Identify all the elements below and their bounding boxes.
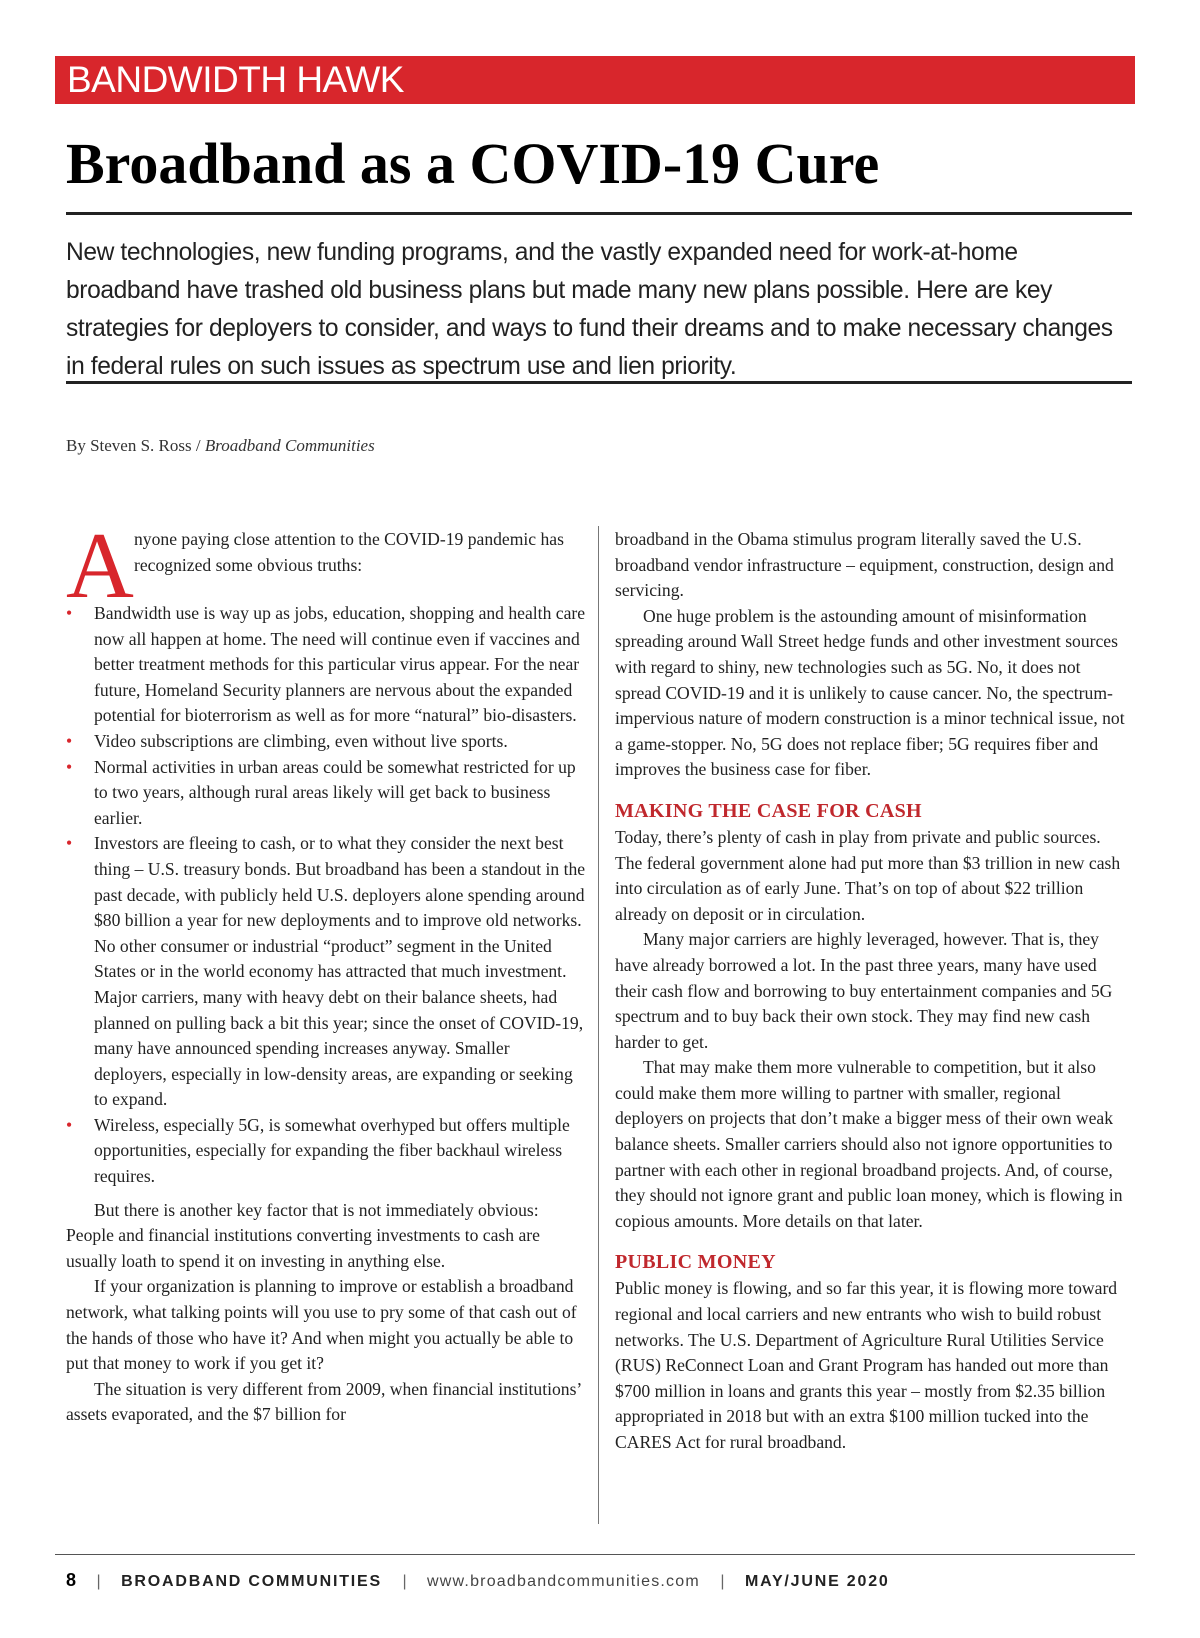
- body-paragraph: The situation is very different from 2009, when financial institutions’ assets evaporated, and the $7 billion for: [66, 1378, 581, 1425]
- section-banner: BANDWIDTH HAWK: [55, 56, 1135, 104]
- left-column: [66, 514, 586, 1428]
- subhead-public-money: PUBLIC MONEY: [615, 1251, 776, 1274]
- deck-rule-bottom: [66, 381, 1132, 384]
- list-item: • Normal activities in urban areas could be somewhat restricted for up to two years, although rural areas likely will get back to business earlier.: [66, 755, 586, 832]
- article-deck: New technologies, new funding programs, and the vastly expanded need for work-at-home broadband have trashed old business plans but made many new plans possible. Here are key strategies for deployers to consider, and ways to fund their dreams and to make necessary changes in federal rules on such issues as spectrum use and lien priority.: [66, 239, 1113, 380]
- body-paragraph: broadband in the Obama stimulus program literally saved the U.S. broadband vendor infrastructure – equipment, construction, design and servicing.: [615, 529, 1114, 601]
- list-item: • Video subscriptions are climbing, even without live sports.: [66, 729, 586, 755]
- body-paragraph: If your organization is planning to improve or establish a broadband network, what talking points will you use to pry some of that cash out of the hands of those who have it? And when might you actually be able to put that money to work if you get it?: [66, 1276, 577, 1374]
- byline-author: By Steven S. Ross /: [66, 436, 201, 455]
- body-paragraph: Public money is flowing, and so far this year, it is flowing more toward regional and local carriers and new entrants who wish to build robust networks. The U.S. Department of Agriculture Rural Utilities Service (RUS) ReConnect Loan and Grant Program has handed out more than $700 million in loans and grants this year – mostly from $2.35 billion appropriated in 2018 but with an extra $100 million tucked into the CARES Act for rural broadband.: [615, 1278, 1118, 1452]
- truths-list: [66, 601, 586, 1190]
- intro-text: nyone paying close attention to the COVID-19 pandemic has recognized some obvious truths:: [134, 529, 564, 575]
- footer-issue: MAY/JUNE 2020: [744, 1573, 890, 1590]
- right-column: [615, 527, 1130, 1456]
- body-paragraph: That may make them more vulnerable to competition, but it also could make them more willing to partner with smaller, regional deployers on projects that don’t make a bigger mess of their own weak balance sheets. Smaller carriers should also not ignore opportunities to partner with each other in regional broadband projects. And, of course, they should not ignore grant and public loan money, which is flowing in copious amounts. More details on that later.: [615, 1057, 1123, 1231]
- footer-separator: |: [402, 1573, 407, 1590]
- footer-separator: |: [96, 1573, 101, 1590]
- body-paragraph: Today, there’s plenty of cash in play from private and public sources. The federal government alone had put more than $3 trillion in new cash into circulation as of early June. That’s on top of about $22 trillion already on deposit or in circulation.: [615, 826, 1121, 924]
- body-paragraph: Many major carriers are highly leveraged, however. That is, they have already borrowed a lot. In the past three years, many have used their cash flow and borrowing to buy entertainment companies and 5G spectrum and to buy back their own stock. They may find new cash harder to get.: [615, 929, 1113, 1052]
- footer-publication: BROADBAND COMMUNITIES: [121, 1573, 382, 1590]
- title-rule-top: [66, 212, 1132, 215]
- list-item: • Investors are fleeing to cash, or to what they consider the next best thing – U.S. treasury bonds. But broadband has been a standout in the past decade, with publicly held U.S. deployers alone spending around $80 billion a year for new deployments and to improve old networks. No other consumer or industrial “product” segment in the United States or in the world economy has attracted that much investment. Major carriers, many with heavy debt on their balance sheets, had planned on pulling back a bit this year; since the onset of COVID-19, many have announced spending increases anyway. Smaller deployers, especially in low-density areas, are expanding or seeking to expand.: [66, 831, 586, 1113]
- article-title: Broadband as a COVID-19 Cure: [66, 131, 880, 196]
- footer-rule: [55, 1554, 1135, 1555]
- byline: [66, 436, 375, 456]
- list-item: • Wireless, especially 5G, is somewhat overhyped but offers multiple opportunities, especially for expanding the fiber backhaul wireless requires.: [66, 1113, 586, 1190]
- list-item: • Bandwidth use is way up as jobs, education, shopping and health care now all happen at home. The need will continue even if vaccines and better treatment methods for this particular virus appear. For the near future, Homeland Security planners are nervous about the expanded potential for bioterrorism as well as for more “natural” bio-disasters.: [66, 601, 586, 729]
- page-footer: [66, 1568, 890, 1592]
- column-divider: [598, 526, 599, 1524]
- subhead-making-the-case: MAKING THE CASE FOR CASH: [615, 799, 922, 822]
- intro-paragraph: [66, 514, 586, 618]
- footer-separator: |: [720, 1573, 725, 1590]
- body-paragraph: But there is another key factor that is not immediately obvious: People and financial institutions converting investments to cash are usually loath to spend it on investing in anything else.: [66, 1199, 540, 1271]
- page-number: 8: [66, 1570, 77, 1590]
- body-paragraph: One huge problem is the astounding amount of misinformation spreading around Wall Street hedge funds and other investment sources with regard to shiny, new technologies such as 5G. No, it does not spread COVID-19 and it is unlikely to cause cancer. No, the spectrum-impervious nature of modern construction is a minor technical issue, not a game-stopper. No, 5G does not replace fiber; 5G requires fiber and improves the business case for fiber.: [615, 605, 1125, 780]
- byline-publication: Broadband Communities: [204, 436, 375, 455]
- footer-url: www.broadbandcommunities.com: [427, 1573, 700, 1590]
- drop-cap: A: [66, 514, 134, 618]
